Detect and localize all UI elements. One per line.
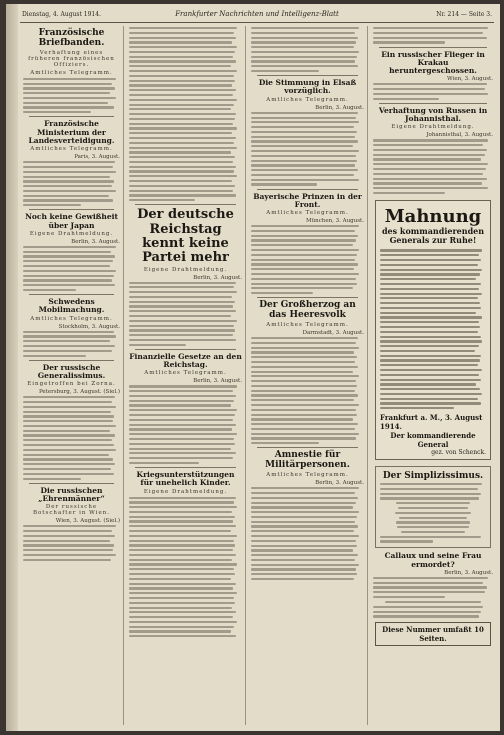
article-body — [23, 246, 120, 291]
divider — [29, 360, 114, 361]
article-body — [380, 483, 486, 543]
dateline: Wien, 3. August. — [447, 76, 493, 83]
notice-signature: gez. von Schenck. — [431, 449, 486, 457]
agency-line: Amtliches Telegramm. — [266, 96, 349, 103]
article-body — [23, 396, 120, 479]
agency-line: Eigene Drahtmeldung. — [391, 124, 475, 131]
headline-french-ministry: Französische Ministerium der Landesverteidigung. — [28, 119, 115, 145]
dateline: Berlin, 3. August. — [193, 274, 242, 281]
dateline: Darmstadt, 3. August. — [302, 330, 364, 337]
dateline: Petersburg, 3. August. (Siel.) — [38, 389, 120, 396]
article-body — [129, 27, 242, 201]
divider — [257, 75, 358, 76]
article-body — [251, 27, 364, 72]
headline-caillaux: Callaux und seine Frau ermordet? — [384, 551, 482, 569]
article-body — [251, 112, 364, 186]
headline-finance-laws: Finanzielle Gesetze an den Reichstag. — [129, 351, 242, 370]
agency-line: Eigene Drahtmeldung. — [29, 230, 114, 237]
newspaper-title: Frankfurter Nachrichten und Intelligenz-Blatt — [175, 10, 339, 18]
imprint — [373, 601, 493, 618]
dateline: Berlin, 3. August. — [315, 480, 364, 487]
headline-russian-aviator: Ein russischer Flieger in Krakau heruntergeschossen. — [381, 49, 485, 76]
divider — [135, 349, 236, 350]
agency-line: Eigene Drahtmeldung. — [143, 266, 228, 273]
agency-line: Amtliches Telegramm. — [30, 315, 113, 322]
article-body — [373, 83, 493, 100]
dateline: Berlin, 3. August. — [71, 238, 120, 245]
notice-subtitle: des kommandierenden Generals zur Ruhe! — [381, 226, 485, 246]
column-4 — [370, 26, 496, 725]
divider — [135, 204, 236, 205]
agency-line: Eigene Drahtmeldung. — [143, 488, 228, 495]
page-header — [20, 8, 494, 23]
general-notice-box — [375, 200, 491, 460]
subhead: Der russische Botschafter in Wien. — [32, 504, 111, 517]
headline-alsace: Die Stimmung in Elsaß vorzüglich. — [258, 78, 357, 96]
agency-line: Amtliches Telegramm. — [266, 210, 349, 217]
divider — [257, 297, 358, 298]
divider — [29, 294, 114, 295]
article-body — [251, 487, 364, 580]
article-body — [23, 161, 120, 206]
headline-simplizissimus: Der Simplizissimus. — [382, 471, 484, 482]
headline-sweden: Schwedens Mobilmachung. — [38, 297, 105, 315]
dateline: Johannisthal, 3. August. — [426, 132, 493, 139]
divider — [257, 447, 358, 448]
article-body — [373, 27, 493, 44]
dateline: Wien, 3. August. (Siel.) — [55, 518, 120, 525]
article-body — [129, 497, 242, 638]
article-body — [251, 337, 364, 444]
divider — [29, 209, 114, 210]
headline-grand-duke: Der Großherzog an das Heeresvolk — [259, 300, 356, 321]
headline-reichstag: Der deutsche Reichstag kennt keine Partei mehr — [137, 207, 234, 266]
article-body — [23, 78, 120, 114]
divider — [379, 103, 487, 104]
dateline: Berlin, 3. August. — [444, 569, 493, 576]
headline-japan: Noch keine Gewißheit über Japan — [25, 212, 118, 230]
simplizissimus-box — [375, 466, 491, 548]
headline-russian-generalissimo: Der russische Generalissimus. — [37, 362, 106, 380]
article-body — [251, 225, 364, 294]
article-body — [373, 577, 493, 598]
article-body — [373, 139, 493, 194]
divider — [29, 483, 114, 484]
agency-line: Amtliches Telegramm. — [30, 69, 113, 76]
issue-date: Dienstag, 4. August 1914. — [22, 11, 101, 18]
notice-authority: Der kommandierende General — [390, 431, 476, 449]
headline-amnesty: Amnestie für Militärpersonen. — [265, 450, 350, 471]
agency-line: Amtliches Telegramm. — [266, 472, 349, 479]
headline-russian-honorable-men: Die russischen „Ehrenmänner“ — [38, 485, 105, 503]
column-1 — [20, 26, 124, 725]
article-body — [129, 385, 242, 464]
headline-war-support: Kriegsunterstützungen für unehelich Kinder. — [136, 470, 235, 488]
divider — [379, 47, 487, 48]
column-2 — [126, 26, 246, 725]
dateline: Paris, 3. August. — [74, 154, 120, 161]
newspaper-page — [6, 4, 500, 731]
notice-title: Mahnung — [384, 206, 482, 228]
notice-body — [380, 249, 486, 409]
column-3 — [248, 26, 368, 725]
headline-johannisthal: Verhaftung von Russen in Johannisthal. — [378, 105, 488, 124]
dateline: Berlin, 3. August. — [193, 378, 242, 385]
headline-french-letters: Französische Briefbanden. — [38, 28, 105, 48]
dateline: Berlin, 3. August. — [315, 104, 364, 111]
divider — [135, 467, 236, 468]
agency-line: Amtliches Telegramm. — [30, 146, 113, 153]
divider — [257, 189, 358, 190]
headline-bavarian-princes: Bayerische Prinzen in der Front. — [253, 191, 362, 209]
dateline: München, 3. August. — [306, 218, 364, 225]
divider — [29, 116, 114, 117]
dateline: Stockholm, 3. August. — [58, 323, 120, 330]
subhead: Verhaftung eines früheren französischen Offiziers. — [28, 49, 115, 68]
agency-line: Amtliches Telegramm. — [266, 322, 349, 329]
agency-line: Eingetroffen bei Zorna. — [27, 381, 116, 388]
page-count-notice: Diese Nummer umfaßt 10 Seiten. — [375, 622, 491, 646]
issue-number: Nr. 214 — Seite 3. — [436, 11, 492, 18]
article-body — [23, 331, 120, 357]
notice-place-date: Frankfurt a. M., 3. August 1914. — [380, 413, 483, 432]
article-body — [23, 525, 120, 561]
agency-line: Amtliches Telegramm. — [144, 370, 227, 377]
article-body — [129, 282, 242, 346]
binding-edge — [6, 4, 18, 731]
